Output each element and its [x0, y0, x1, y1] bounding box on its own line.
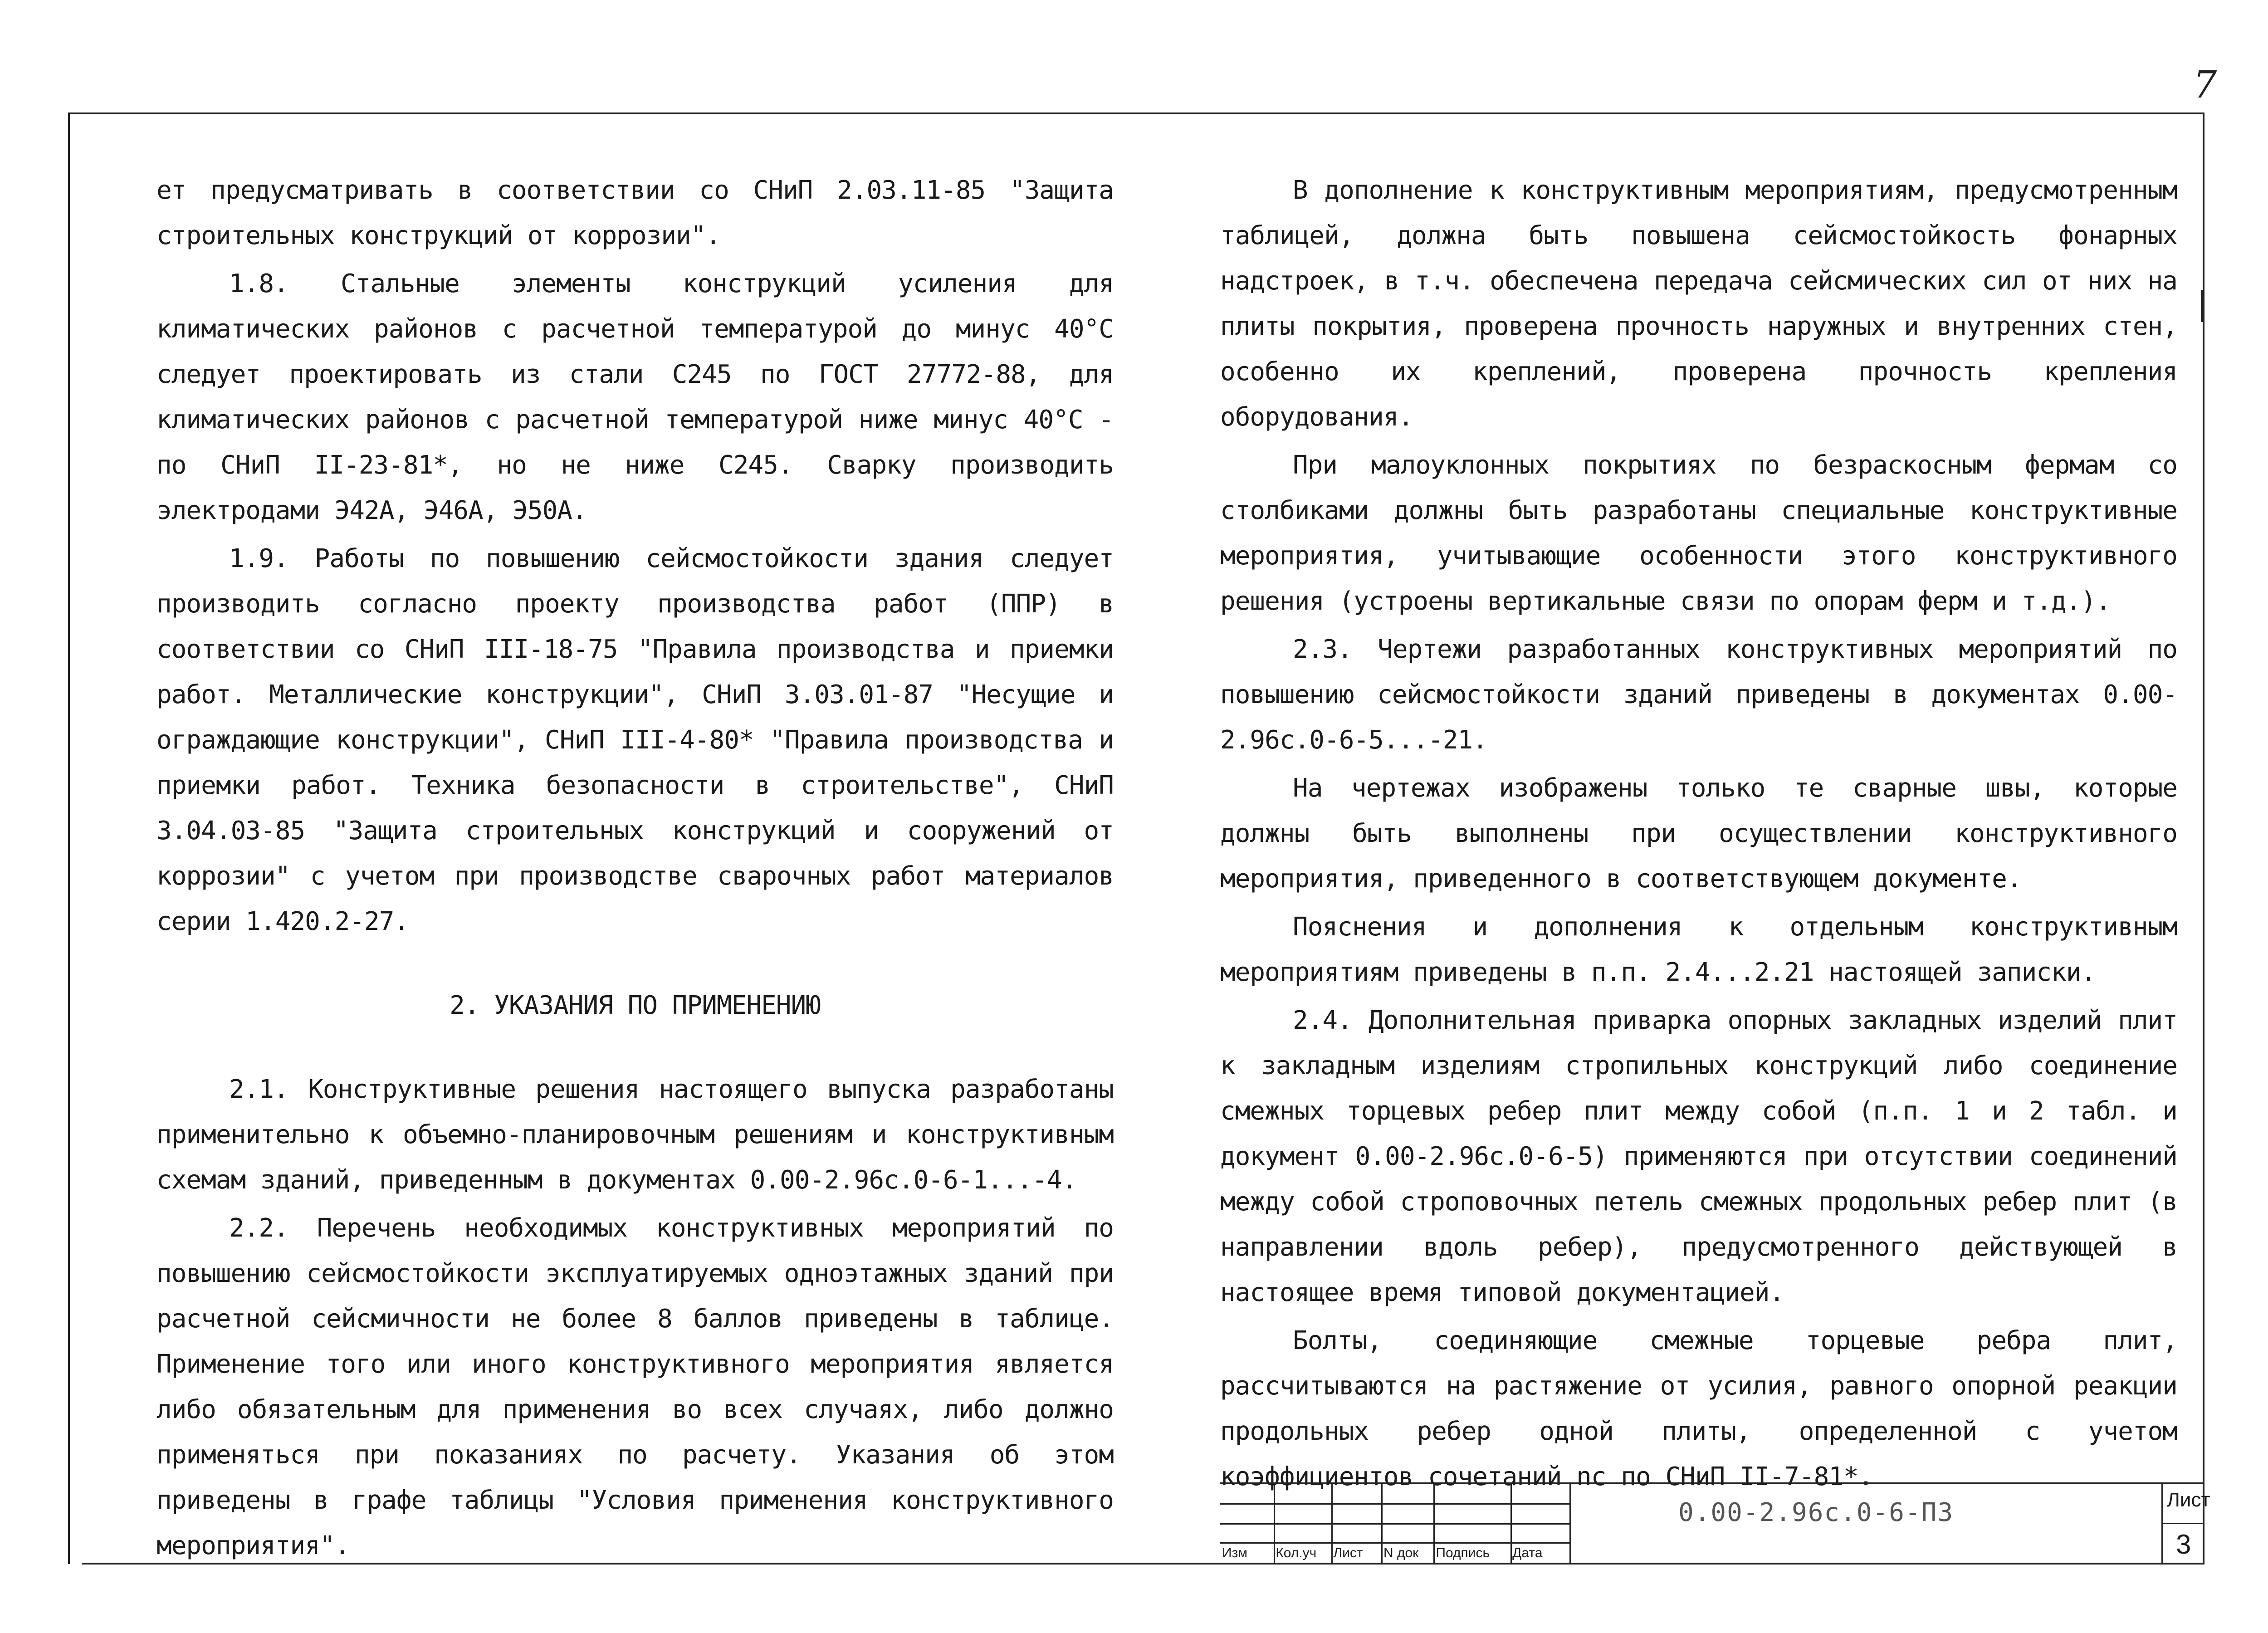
paragraph-1-7-end: ет предусматривать в соответствии со СНиП 2.03.11-85 "Защита строительных конструкций от коррозии". [156, 176, 1114, 250]
revision-label-date: Дата [1512, 1545, 1543, 1560]
paragraph-low-slope-roofs: При малоуклонных покрытиях по безраскосным фермам со столбиками должны быть разработаны специальные конструктивные мероприятия, учитывающие особенности этого конструктивного решения (устроены вертикальные связи по опорам ферм и т.д.). [1220, 450, 2177, 616]
sheet-box [2161, 1484, 2210, 1564]
paragraph-bolts: Болты, соединяющие смежные торцевые ребра плит, рассчитываются на растяжение от усилия, равного опорной реакции продольных ребер одной плиты, определенной с учетом коэффициентов сочетаний nc по СНиП II-7-81*. [1220, 1326, 2177, 1491]
revision-labels [1220, 1542, 1569, 1564]
paragraph-2-4: 2.4. Дополнительная приварка опорных закладных изделий плит к закладным изделиям стропильных конструкций либо соединение смежных торцевых ребер плит между собой (п.п. 1 и 2 табл. и документ 0.00-2.96с.0-6-5) применяются при отсутствии соединений между собой строповочных петель смежных продольных ребер плит (в направлении вдоль ребер), предусмотренного действующей в настоящее время типовой документацией. [1220, 1006, 2177, 1307]
paragraph-2-1: 2.1. Конструктивные решения настоящего выпуска разработаны применительно к объемно-планировочным решениям и конструктивным схемам зданий, приведенным в документах 0.00-2.96с.0-6-1...-4. [156, 1075, 1114, 1195]
paragraph-2-3: 2.3. Чертежи разработанных конструктивных мероприятий по повышению сейсмостойкости зданий приведены в документах 0.00-2.96с.0-6-5...-21. [1220, 635, 2177, 755]
left-column [156, 168, 1114, 1569]
sheet-number: 3 [2176, 1529, 2191, 1560]
revision-label-sheet: Лист [1333, 1545, 1363, 1560]
paragraph-explanations: Пояснения и дополнения к отдельным конструктивным мероприятиям приведены в п.п. 2.4...2.21 настоящей записки. [1220, 912, 2177, 987]
frame-tick-mark [2201, 290, 2206, 322]
revision-label-signature: Подпись [1436, 1545, 1490, 1560]
revision-label-doc-number: N док [1383, 1545, 1419, 1560]
page-number: 7 [2193, 64, 2217, 107]
revision-label-quantity: Кол.уч [1276, 1545, 1317, 1560]
sheet-box-divider [2163, 1523, 2204, 1524]
section-heading-2: 2. УКАЗАНИЯ ПО ПРИМЕНЕНИЮ [450, 991, 821, 1020]
revision-row-line [1220, 1503, 1569, 1505]
revision-row-line [1220, 1523, 1569, 1525]
document-code: 0.00-2.96с.0-6-ПЗ [1678, 1498, 1954, 1527]
paragraph-1-8: 1.8. Стальные элементы конструкций усиления для климатических районов с расчетной температурой до минус 40°С следует проектировать из стали С245 по ГОСТ 27772-88, для климатических районов с расчетной температурой ниже минус 40°С - по СНиП II-23-81*, но не ниже С245. Сварку производить электродами Э42А, Э46А, Э50А. [156, 269, 1114, 525]
paragraph-welds: На чертежах изображены только те сварные швы, которые должны быть выполнены при осуществлении конструктивного мероприятия, приведенного в соответствующем документе. [1220, 773, 2177, 894]
title-block [1220, 1482, 2210, 1564]
paragraph-2-2: 2.2. Перечень необходимых конструктивных мероприятий по повышению сейсмостойкости эксплуатируемых одноэтажных зданий при расчетной сейсмичности не более 8 баллов приведены в таблице. Применение того или иного конструктивного мероприятия является либо обязательным для применения во всех случаях, либо должно применяться при показаниях по расчету. Указания об этом приведены в графе таблицы "Условия применения конструктивного мероприятия". [156, 1213, 1114, 1560]
right-column [1220, 168, 2177, 1500]
paragraph-seismic-addition: В дополнение к конструктивным мероприятиям, предусмотренным таблицей, должна быть повышена сейсмостойкость фонарных надстроек, в т.ч. обеспечена передача сейсмических сил от них на плиты покрытия, проверена прочность наружных и внутренних стен, особенно их креплений, проверена прочность крепления оборудования. [1220, 176, 2177, 432]
paragraph-1-9: 1.9. Работы по повышению сейсмостойкости здания следует производить согласно проекту производства работ (ППР) в соответствии со СНиП III-18-75 "Правила производства и приемки работ. Металлические конструкции", СНиП 3.03.01-87 "Несущие и ограждающие конструкции", СНиП III-4-80* "Правила производства и приемки работ. Техника безопасности в строительстве", СНиП 3.04.03-85 "Защита строительных конструкций и сооружений от коррозии" с учетом при производстве сварочных работ материалов серии 1.420.2-27. [156, 544, 1114, 936]
sheet-label: Лист [2167, 1489, 2210, 1511]
revision-label-change: Изм [1222, 1545, 1247, 1560]
revision-table [1220, 1484, 1571, 1564]
